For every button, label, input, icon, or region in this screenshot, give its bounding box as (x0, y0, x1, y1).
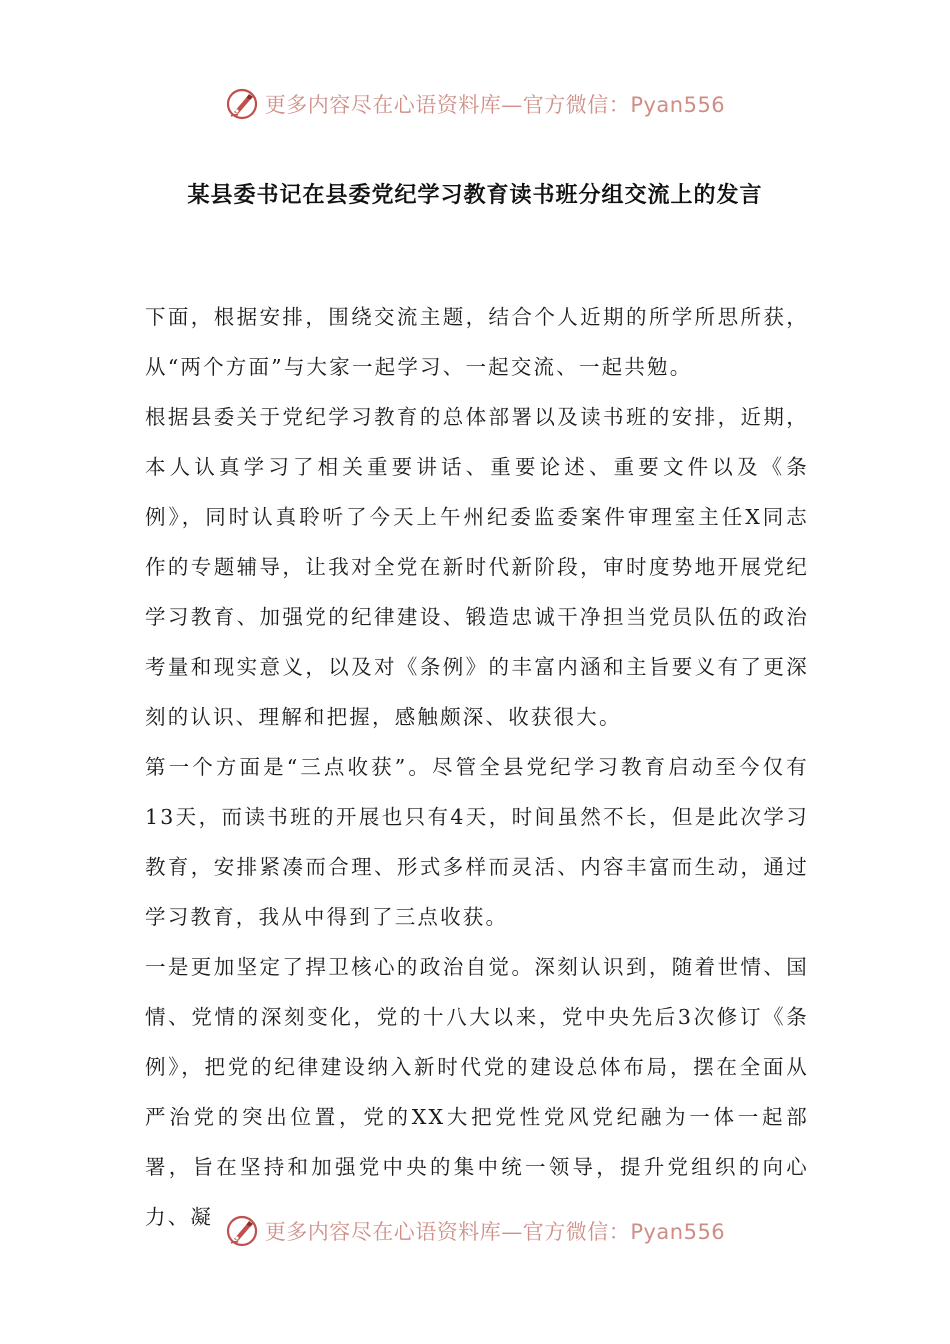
pen-nib-logo-icon (225, 1214, 259, 1248)
pen-nib-logo-icon (225, 87, 259, 121)
watermark-handle: Pyan556 (630, 1220, 726, 1244)
watermark-text: 更多内容尽在心语资料库—官方微信：Pyan556 (264, 1220, 726, 1244)
paragraph-background: 根据县委关于党纪学习教育的总体部署以及读书班的安排，近期，本人认真学习了相关重要讲话、重要论述、重要文件以及《条例》，同时认真聆听了今天上午州纪委监委案件审理室主任X同志作的专题辅导，让我对全党在新时代新阶段，审时度势地开展党纪学习教育、加强党的纪律建设、锻造忠诚干净担当党员队伍的政治考量和现实意义，以及对《条例》的丰富内涵和主旨要义有了更深刻的认识、理解和把握，感触颇深、收获很大。 (145, 405, 809, 729)
document-body (145, 292, 809, 1242)
watermark-header (0, 84, 950, 124)
paragraph-intro: 下面，根据安排，围绕交流主题，结合个人近期的所学所思所获，从“两个方面”与大家一起学习、一起交流、一起共勉。 (145, 305, 809, 379)
watermark-footer (0, 1211, 950, 1251)
paragraph-first-aspect: 第一个方面是“三点收获”。尽管全县党纪学习教育启动至今仅有13天，而读书班的开展也只有4天，时间虽然不长，但是此次学习教育，安排紧凑而合理、形式多样而灵活、内容丰富而生动，通过学习教育，我从中得到了三点收获。 (145, 755, 809, 929)
paragraph-point-one: 一是更加坚定了捍卫核心的政治自觉。深刻认识到，随着世情、国情、党情的深刻变化，党的十八大以来，党中央先后3次修订《条例》，把党的纪律建设纳入新时代党的建设总体布局，摆在全面从严治党的突出位置，党的XX大把党性党风党纪融为一体一起部署，旨在坚持和加强党中央的集中统一领导，提升党组织的向心力、凝 (145, 955, 809, 1229)
watermark-text: 更多内容尽在心语资料库—官方微信：Pyan556 (264, 93, 726, 117)
document-title: 某县委书记在县委党纪学习教育读书班分组交流上的发言 (187, 182, 763, 208)
watermark-handle: Pyan556 (630, 93, 726, 117)
